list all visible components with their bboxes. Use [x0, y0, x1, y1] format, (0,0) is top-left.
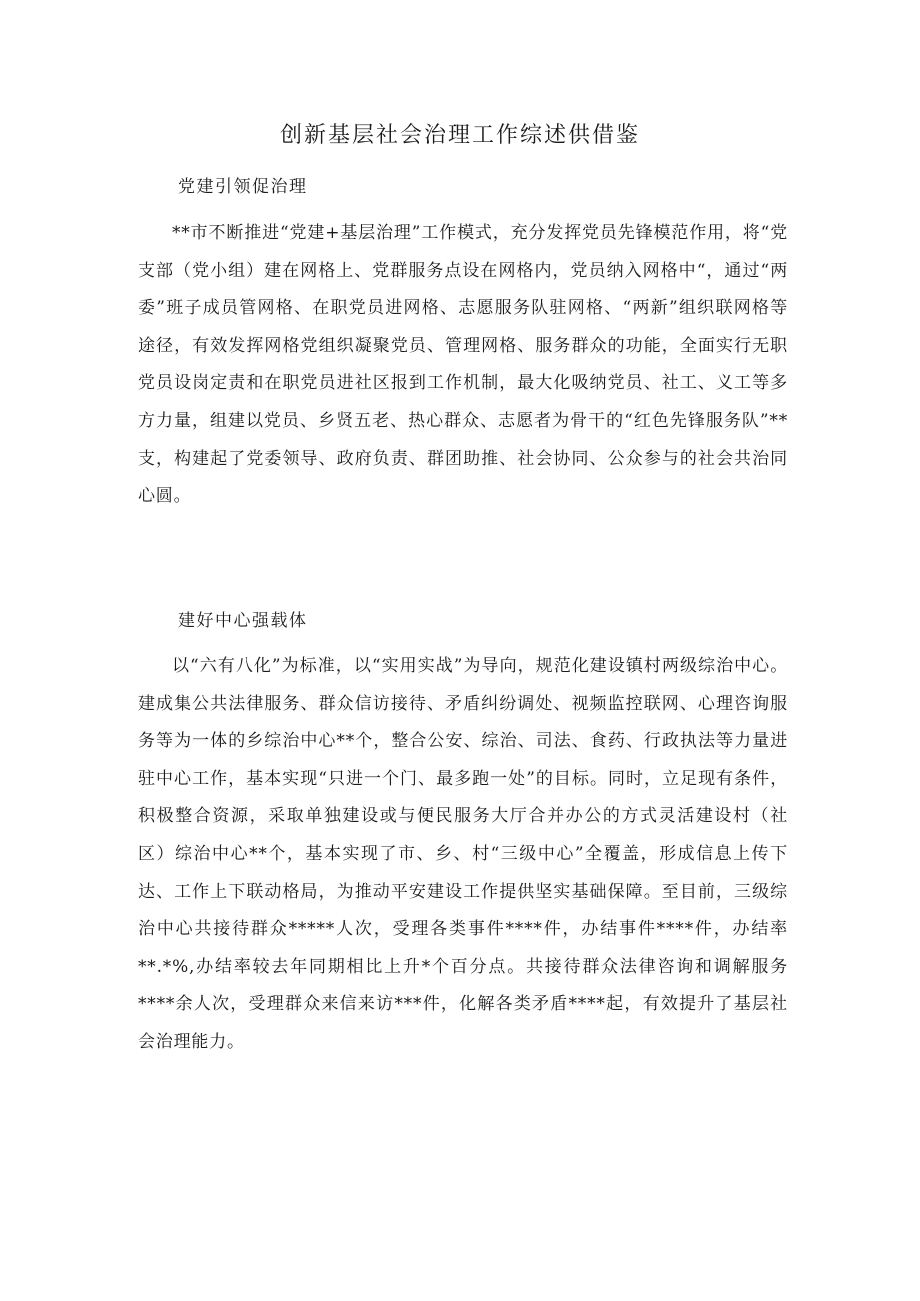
section-heading-center: 建好中心强载体 — [178, 611, 308, 631]
document-title: 创新基层社会治理工作综述供借鉴 — [279, 123, 640, 148]
section-paragraph-center: 以“六有八化”为标准，以“实用实战”为导向，规范化建设镇村两级综治中心。建成集公共法律服务、群众信访接待、矛盾纠纷调处、视频监控联网、心理咨询服务等为一体的乡综治中心**个，整合公安、综治、司法、食药、行政执法等力量进驻中心工作，基本实现“只进一个门、最多跑一处”的目标。同时，立足现有条件，积极整合资源，采取单独建设或与便民服务大厅合并办公的方式灵活建设村（社区）综治中心**个，基本实现了市、乡、村“三级中心”全覆盖，形成信息上传下达、工作上下联动格局，为推动平安建设工作提供坚实基础保障。至目前，三级综治中心共接待群众*****人次，受理各类事件****件，办结事件****件，办结率**.*%,办结率较去年同期相比上升*个百分点。共接待群众法律咨询和调解服务****余人次，受理群众来信来访***件，化解各类矛盾****起，有效提升了基层社会治理能力。 — [138, 656, 788, 1052]
section-heading-party-building: 党建引领促治理 — [178, 177, 308, 197]
section-paragraph-party-building: **市不断推进“党建+基层治理”工作模式，充分发挥党员先锋模范作用，将“党支部（党小组）建在网格上、党群服务点设在网格内，党员纳入网格中“，通过“两委”班子成员管网格、在职党员进网格、志愿服务队驻网格、“两新”组织联网格等途径，有效发挥网格党组织凝聚党员、管理网格、服务群众的功能，全面实行无职党员设岗定责和在职党员进社区报到工作机制，最大化吸纳党员、社工、义工等多方力量，组建以党员、乡贤五老、热心群众、志愿者为骨干的“红色先锋服务队”**支，构建起了党委领导、政府负责、群团助推、社会协同、公众参与的社会共治同心圆。 — [138, 223, 788, 507]
